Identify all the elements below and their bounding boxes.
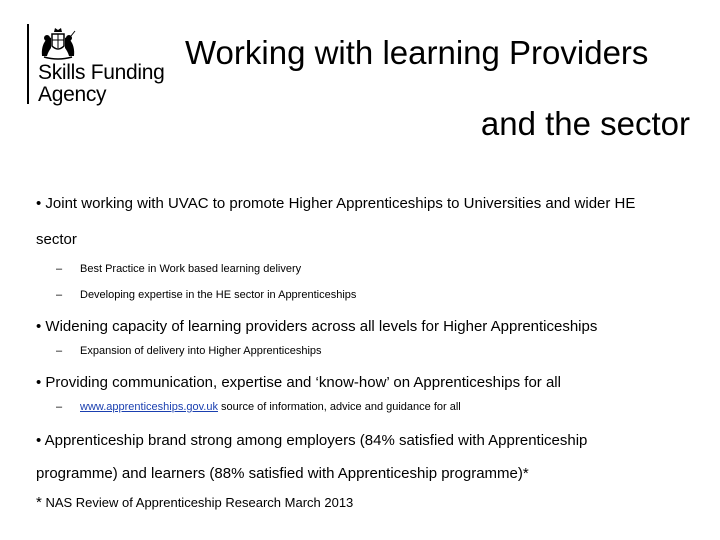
sub-bullet [36,400,696,414]
logo-divider [27,24,29,104]
slide-title-line2: and the sector [480,105,690,142]
organisation-name [38,62,165,106]
dash-marker: – [56,345,63,357]
sub-bullet [36,344,696,358]
footnote-marker: * [36,494,42,511]
bullet-list [36,186,696,512]
sub-bullet [36,262,696,276]
bullet-item: • Apprenticeship brand strong among employers (84% satisfied with Apprenticeship [36,432,588,449]
sub-bullet [36,288,696,302]
bullet-continuation: programme) and learners (88% satisfied with Apprenticeship programme)* [36,465,529,482]
footnote-text: NAS Review of Apprenticeship Research March 2013 [41,495,354,510]
dash-marker: – [56,289,63,301]
footnote [36,494,696,512]
sub-bullet-text: Best Practice in Work based learning delivery [80,263,302,275]
bullet-item: • Joint working with UVAC to promote Higher Apprenticeships to Universities and wider HE [36,195,636,212]
slide-title-line1: Working with learning Providers [185,34,649,71]
bullet-item: • Widening capacity of learning providers across all levels for Higher Apprenticeships [36,318,598,335]
dash-marker: – [56,401,63,413]
dash-marker: – [56,263,63,275]
org-name-line1: Skills Funding [38,61,165,84]
bullet-item: • Providing communication, expertise and ‘know-how’ on Apprenticeships for all [36,374,561,391]
apprenticeships-link[interactable]: www.apprenticeships.gov.uk [80,401,218,413]
sub-bullet-text: Expansion of delivery into Higher Apprenticeships [80,345,322,357]
bullet-continuation: sector [36,231,77,248]
org-name-line2: Agency [38,83,107,106]
sub-bullet-text: source of information, advice and guidance for all [217,401,461,413]
sub-bullet-text: Developing expertise in the HE sector in Apprenticeships [80,289,357,301]
royal-crest-icon [38,26,78,60]
